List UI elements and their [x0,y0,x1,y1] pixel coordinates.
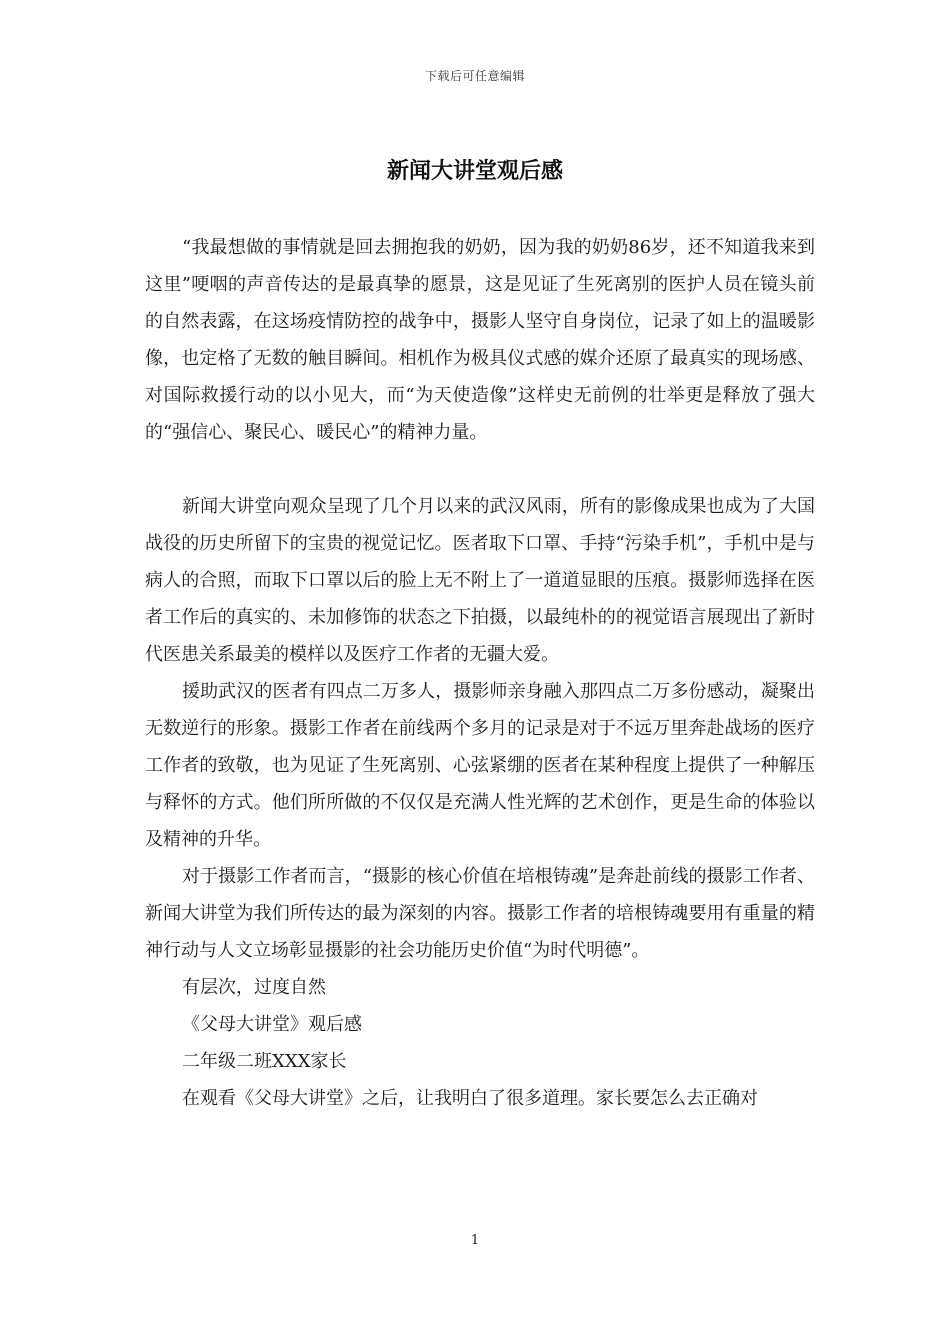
paragraph-6: 《父母大讲堂》观后感 [182,1014,362,1035]
document-title: 新闻大讲堂观后感 [386,158,563,184]
paragraph-8: 在观看《父母大讲堂》之后，让我明白了很多道理。家长要怎么去正确对 [182,1088,758,1109]
paragraph-2: 新闻大讲堂向观众呈现了几个月以来的武汉风雨，所有的影像成果也成为了大国战役的历史所留下的宝贵的视觉记忆。医者取下口罩、手持“污染手机”，手机中是与病人的合照，而取下口罩以后的脸上无不附上了一道道显眼的压痕。摄影师选择在医者工作后的真实的、未加修饰的状态之下拍摄，以最纯朴的的视觉语言展现出了新时代医患关系最美的模样以及医疗工作者的无疆大爱。 [145,496,815,665]
paragraph-1: “我最想做的事情就是回去拥抱我的奶奶，因为我的奶奶86岁，还不知道我来到这里”哽咽的声音传达的是最真挚的愿景，这是见证了生死离别的医护人员在镜头前的自然表露，在这场疫情防控的战争中，摄影人坚守自身岗位，记录了如上的温暖影像，也定格了无数的触目瞬间。相机作为极具仪式感的媒介还原了最真实的现场感、对国际救援行动的以小见大，而“为天使造像”这样史无前例的壮举更是释放了强大的“强信心、聚民心、暖民心”的精神力量。 [145,237,815,443]
paragraph-4: 对于摄影工作者而言，“摄影的核心价值在培根铸魂”是奔赴前线的摄影工作者、新闻大讲堂为我们所传达的最为深刻的内容。摄影工作者的培根铸魂要用有重量的精神行动与人文立场彰显摄影的社会功能历史价值“为时代明德”。 [145,866,815,961]
paragraph-7: 二年级二班XXX家长 [182,1051,347,1072]
document-body [145,229,815,1117]
paragraph-5: 有层次，过度自然 [182,977,326,998]
paragraph-3: 援助武汉的医者有四点二万多人，摄影师亲身融入那四点二万多份感动，凝聚出无数逆行的形象。摄影工作者在前线两个多月的记录是对于不远万里奔赴战场的医疗工作者的致敬，也为见证了生死离别、心弦紧绷的医者在某种程度上提供了一种解压与释怀的方式。他们所所做的不仅仅是充满人性光辉的艺术创作，更是生命的体验以及精神的升华。 [145,681,815,850]
header-note: 下载后可任意编辑 [424,69,525,83]
page-number: 1 [470,1233,480,1248]
